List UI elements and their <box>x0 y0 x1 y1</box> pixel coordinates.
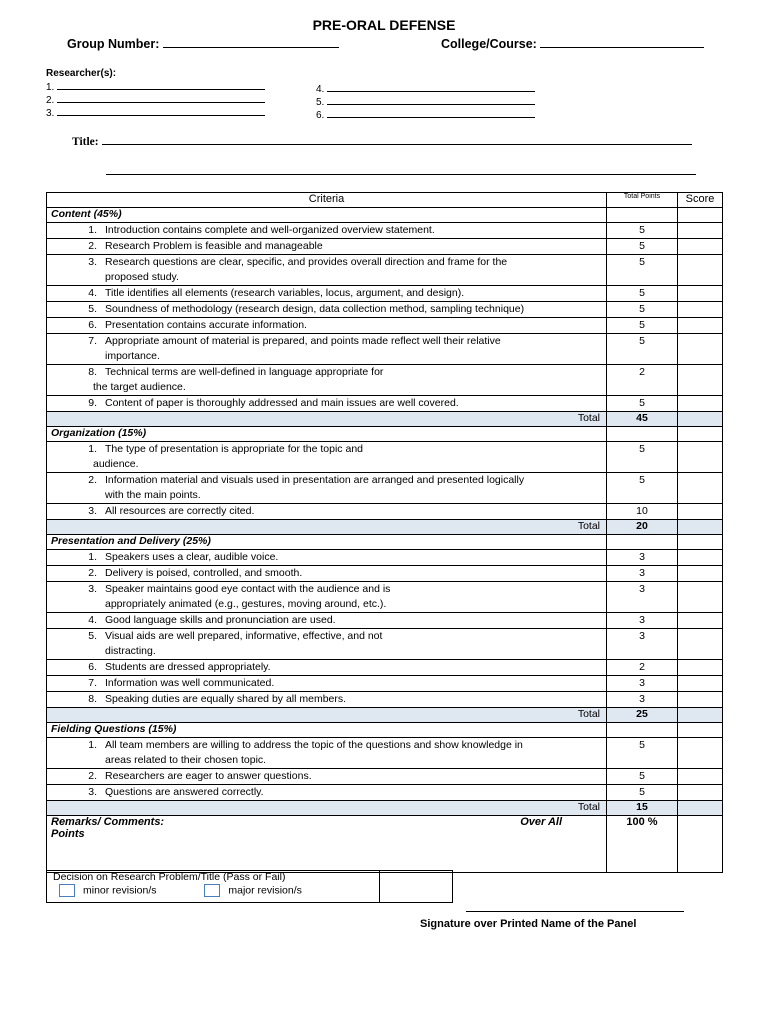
criterion-score-cell[interactable] <box>678 550 723 566</box>
criterion-score-cell[interactable] <box>678 473 723 504</box>
criterion-row <box>47 504 723 520</box>
criterion-score-cell[interactable] <box>678 255 723 286</box>
major-revision-checkbox[interactable] <box>204 884 220 897</box>
criterion-number: 3. <box>88 786 97 798</box>
criterion-points: 3 <box>607 629 678 660</box>
criterion-text: Content of paper is thoroughly addressed and main issues are well covered. <box>105 397 459 409</box>
criteria-header: Criteria <box>47 193 607 208</box>
criterion-continuation: the target audience. <box>93 381 186 393</box>
criterion-row <box>47 660 723 676</box>
criterion-score-cell[interactable] <box>678 286 723 302</box>
criterion-score-cell[interactable] <box>678 223 723 239</box>
criterion-number: 7. <box>88 335 97 347</box>
criterion-points: 5 <box>607 255 678 286</box>
criterion-row <box>47 692 723 708</box>
criterion-number: 3. <box>88 583 97 595</box>
group-number-line[interactable] <box>163 36 339 48</box>
criterion-text: Visual aids are well prepared, informative, effective, and not <box>105 630 383 642</box>
researcher-6-line[interactable] <box>327 109 535 118</box>
group-number-label: Group Number: <box>67 37 163 51</box>
section-total-value: 45 <box>607 412 678 427</box>
criterion-number: 2. <box>88 770 97 782</box>
criterion-row <box>47 550 723 566</box>
decision-result-cell[interactable] <box>380 871 453 903</box>
criterion-cell <box>47 396 607 412</box>
section-total-row <box>47 520 723 535</box>
section-total-row <box>47 412 723 427</box>
researcher-4-line[interactable] <box>327 83 535 92</box>
criterion-cell <box>47 302 607 318</box>
criterion-number: 9. <box>88 397 97 409</box>
criterion-text: The type of presentation is appropriate for the topic and <box>105 443 363 455</box>
criterion-cell <box>47 738 607 769</box>
criterion-text: Students are dressed appropriately. <box>105 661 271 673</box>
criterion-row <box>47 286 723 302</box>
criterion-text: Soundness of methodology (research design, data collection method, sampling technique) <box>105 303 525 315</box>
criterion-cell <box>47 239 607 255</box>
criterion-row <box>47 442 723 473</box>
section-total-score-cell[interactable] <box>678 412 723 427</box>
criterion-cell <box>47 660 607 676</box>
criterion-row <box>47 676 723 692</box>
criterion-score-cell[interactable] <box>678 442 723 473</box>
criterion-text: Questions are answered correctly. <box>105 786 264 798</box>
researcher-1-line[interactable] <box>57 81 265 90</box>
researcher-5-line[interactable] <box>327 96 535 105</box>
criterion-continuation: distracting. <box>105 645 156 657</box>
criterion-number: 3. <box>88 505 97 517</box>
criterion-score-cell[interactable] <box>678 318 723 334</box>
criterion-text: Technical terms are well-defined in language appropriate for <box>105 366 384 378</box>
criterion-cell <box>47 473 607 504</box>
criterion-text: Appropriate amount of material is prepared, and points made reflect well their relative <box>105 335 501 347</box>
title-line-2[interactable] <box>106 174 696 175</box>
criterion-score-cell[interactable] <box>678 334 723 365</box>
total-label: Total <box>47 520 607 535</box>
researcher-1-number: 1. <box>46 82 55 93</box>
criterion-number: 1. <box>88 443 97 455</box>
section-score-cell[interactable] <box>678 427 723 442</box>
criterion-cell <box>47 566 607 582</box>
points-label: Points <box>51 828 85 840</box>
criterion-number: 1. <box>88 739 97 751</box>
section-points-cell <box>607 723 678 738</box>
criterion-text: All team members are willing to address the topic of the questions and show knowledge in <box>105 739 523 751</box>
section-total-row <box>47 708 723 723</box>
researcher-3-line[interactable] <box>57 107 265 116</box>
criterion-points: 5 <box>607 302 678 318</box>
criterion-cell <box>47 255 607 286</box>
criterion-cell <box>47 550 607 566</box>
section-header-row <box>47 535 723 550</box>
criterion-row <box>47 473 723 504</box>
criterion-row <box>47 613 723 629</box>
remarks-cell[interactable] <box>47 816 607 873</box>
criterion-text: Research questions are clear, specific, and provides overall direction and frame for the <box>105 256 508 268</box>
researcher-2-line[interactable] <box>57 94 265 103</box>
criterion-row <box>47 396 723 412</box>
criterion-number: 2. <box>88 240 97 252</box>
score-header: Score <box>678 193 723 208</box>
criterion-continuation: areas related to their chosen topic. <box>105 754 267 766</box>
criterion-text: Speakers uses a clear, audible voice. <box>105 551 279 563</box>
criterion-cell <box>47 504 607 520</box>
criterion-score-cell[interactable] <box>678 239 723 255</box>
group-number-field[interactable] <box>67 36 339 51</box>
total-label: Total <box>47 801 607 816</box>
criterion-row <box>47 785 723 801</box>
criterion-number: 8. <box>88 366 97 378</box>
criterion-text: Researchers are eager to answer questions. <box>105 770 312 782</box>
criterion-score-cell[interactable] <box>678 504 723 520</box>
criterion-continuation: appropriately animated (e.g., gestures, moving around, etc.). <box>105 598 387 610</box>
criterion-row <box>47 334 723 365</box>
college-course-field[interactable] <box>441 36 704 51</box>
minor-revision-checkbox[interactable] <box>59 884 75 897</box>
criterion-score-cell[interactable] <box>678 613 723 629</box>
overall-label: Over All <box>520 816 562 828</box>
criterion-text: Speaking duties are equally shared by all members. <box>105 693 347 705</box>
criterion-row <box>47 318 723 334</box>
section-points-cell <box>607 535 678 550</box>
title-label: Title: <box>72 136 99 148</box>
criterion-points: 10 <box>607 504 678 520</box>
criterion-cell <box>47 582 607 613</box>
section-total-score-cell[interactable] <box>678 520 723 535</box>
section-score-cell[interactable] <box>678 208 723 223</box>
section-score-cell[interactable] <box>678 535 723 550</box>
criterion-number: 6. <box>88 661 97 673</box>
section-score-cell[interactable] <box>678 723 723 738</box>
criterion-points: 5 <box>607 738 678 769</box>
researcher-6-field[interactable] <box>316 109 535 121</box>
criterion-number: 1. <box>88 224 97 236</box>
criterion-score-cell[interactable] <box>678 660 723 676</box>
remarks-label: Remarks/ Comments: <box>51 816 165 828</box>
criterion-points: 5 <box>607 769 678 785</box>
rubric-table <box>46 192 723 873</box>
section-total-value: 20 <box>607 520 678 535</box>
criterion-score-cell[interactable] <box>678 769 723 785</box>
section-total-value: 25 <box>607 708 678 723</box>
criterion-cell <box>47 223 607 239</box>
section-title: Content (45%) <box>47 208 607 223</box>
section-title: Presentation and Delivery (25%) <box>47 535 607 550</box>
criterion-points: 5 <box>607 223 678 239</box>
criterion-score-cell[interactable] <box>678 302 723 318</box>
revision-options <box>53 884 373 897</box>
criterion-number: 4. <box>88 287 97 299</box>
criterion-cell <box>47 676 607 692</box>
researcher-4-field[interactable] <box>316 83 535 95</box>
researcher-2-field[interactable] <box>46 94 265 106</box>
criterion-score-cell[interactable] <box>678 365 723 396</box>
decision-label: Decision on Research Problem/Title (Pass or Fail) <box>53 871 286 883</box>
total-label: Total <box>47 412 607 427</box>
criterion-number: 7. <box>88 677 97 689</box>
decision-row <box>47 871 453 903</box>
criterion-cell <box>47 613 607 629</box>
criterion-row <box>47 255 723 286</box>
section-header-row <box>47 723 723 738</box>
criterion-number: 5. <box>88 630 97 642</box>
criterion-number: 2. <box>88 474 97 486</box>
section-header-row <box>47 208 723 223</box>
criterion-row <box>47 738 723 769</box>
researcher-2-number: 2. <box>46 95 55 106</box>
section-header-row <box>47 427 723 442</box>
section-title: Organization (15%) <box>47 427 607 442</box>
criterion-score-cell[interactable] <box>678 738 723 769</box>
criterion-points: 5 <box>607 785 678 801</box>
criterion-cell <box>47 785 607 801</box>
criterion-text: Presentation contains accurate information. <box>105 319 307 331</box>
criterion-score-cell[interactable] <box>678 582 723 613</box>
criterion-text: Information was well communicated. <box>105 677 275 689</box>
signature-label: Signature over Printed Name of the Panel <box>420 918 637 930</box>
criterion-row <box>47 566 723 582</box>
total-label: Total <box>47 708 607 723</box>
section-total-score-cell[interactable] <box>678 801 723 816</box>
criterion-score-cell[interactable] <box>678 676 723 692</box>
title-field[interactable] <box>72 136 692 148</box>
minor-revision-label: minor revision/s <box>83 884 157 897</box>
criterion-cell <box>47 318 607 334</box>
criterion-text: Good language skills and pronunciation are used. <box>105 614 336 626</box>
criterion-row <box>47 223 723 239</box>
title-line-1[interactable] <box>102 136 692 145</box>
criterion-text: Introduction contains complete and well-organized overview statement. <box>105 224 435 236</box>
criterion-score-cell[interactable] <box>678 692 723 708</box>
criterion-text: Title identifies all elements (research variables, locus, argument, and design). <box>105 287 465 299</box>
criterion-cell <box>47 365 607 396</box>
section-title: Fielding Questions (15%) <box>47 723 607 738</box>
researcher-5-field[interactable] <box>316 96 535 108</box>
criterion-points: 3 <box>607 613 678 629</box>
decision-table <box>46 870 453 903</box>
criterion-row <box>47 239 723 255</box>
rubric-body <box>47 208 723 816</box>
section-points-cell <box>607 427 678 442</box>
section-total-score-cell[interactable] <box>678 708 723 723</box>
researcher-1-field[interactable] <box>46 81 265 93</box>
criterion-row <box>47 629 723 660</box>
total-points-header: Total Points <box>607 193 678 208</box>
criterion-points: 3 <box>607 566 678 582</box>
criterion-points: 5 <box>607 396 678 412</box>
criterion-points: 5 <box>607 442 678 473</box>
researcher-5-number: 5. <box>316 97 325 108</box>
criterion-points: 3 <box>607 692 678 708</box>
section-points-cell <box>607 208 678 223</box>
overall-score-cell[interactable] <box>678 816 723 873</box>
criterion-score-cell[interactable] <box>678 785 723 801</box>
criterion-cell <box>47 769 607 785</box>
section-total-value: 15 <box>607 801 678 816</box>
criterion-text: Speaker maintains good eye contact with the audience and is <box>105 583 391 595</box>
researcher-3-number: 3. <box>46 108 55 119</box>
major-revision-label: major revision/s <box>228 884 302 897</box>
criterion-points: 3 <box>607 550 678 566</box>
criterion-cell <box>47 286 607 302</box>
criterion-cell <box>47 629 607 660</box>
criterion-row <box>47 302 723 318</box>
criterion-points: 5 <box>607 334 678 365</box>
criterion-points: 5 <box>607 473 678 504</box>
criterion-points: 3 <box>607 676 678 692</box>
criterion-points: 5 <box>607 286 678 302</box>
criterion-number: 5. <box>88 303 97 315</box>
researchers-label: Researcher(s): <box>46 68 117 79</box>
criterion-text: Delivery is poised, controlled, and smooth. <box>105 567 303 579</box>
criterion-row <box>47 769 723 785</box>
criterion-points: 3 <box>607 582 678 613</box>
criterion-row <box>47 582 723 613</box>
criterion-continuation: proposed study. <box>105 271 179 283</box>
criterion-text: Information material and visuals used in presentation are arranged and presented logically <box>105 474 525 486</box>
criterion-cell <box>47 692 607 708</box>
researcher-4-number: 4. <box>316 84 325 95</box>
criterion-continuation: with the main points. <box>105 489 201 501</box>
criterion-text: All resources are correctly cited. <box>105 505 255 517</box>
criterion-number: 2. <box>88 567 97 579</box>
criterion-points: 2 <box>607 365 678 396</box>
decision-cell <box>47 871 380 903</box>
rubric-header-row <box>47 193 723 208</box>
criterion-points: 5 <box>607 318 678 334</box>
researcher-3-field[interactable] <box>46 107 265 119</box>
researcher-6-number: 6. <box>316 110 325 121</box>
criterion-number: 4. <box>88 614 97 626</box>
remarks-row <box>47 816 723 873</box>
criterion-row <box>47 365 723 396</box>
criterion-score-cell[interactable] <box>678 566 723 582</box>
page-title: PRE-ORAL DEFENSE <box>312 17 456 33</box>
section-total-row <box>47 801 723 816</box>
college-course-line[interactable] <box>540 36 704 48</box>
criterion-cell <box>47 334 607 365</box>
criterion-score-cell[interactable] <box>678 629 723 660</box>
college-course-label: College/Course: <box>441 37 541 51</box>
overall-value: 100 % <box>607 816 678 873</box>
criterion-text: Research Problem is feasible and manageable <box>105 240 323 252</box>
criterion-cell <box>47 442 607 473</box>
criterion-score-cell[interactable] <box>678 396 723 412</box>
criterion-number: 6. <box>88 319 97 331</box>
criterion-continuation: audience. <box>93 458 139 470</box>
criterion-points: 5 <box>607 239 678 255</box>
criterion-number: 1. <box>88 551 97 563</box>
criterion-number: 3. <box>88 256 97 268</box>
criterion-continuation: importance. <box>105 350 160 362</box>
signature-line[interactable] <box>466 911 684 912</box>
criterion-number: 8. <box>88 693 97 705</box>
criterion-points: 2 <box>607 660 678 676</box>
